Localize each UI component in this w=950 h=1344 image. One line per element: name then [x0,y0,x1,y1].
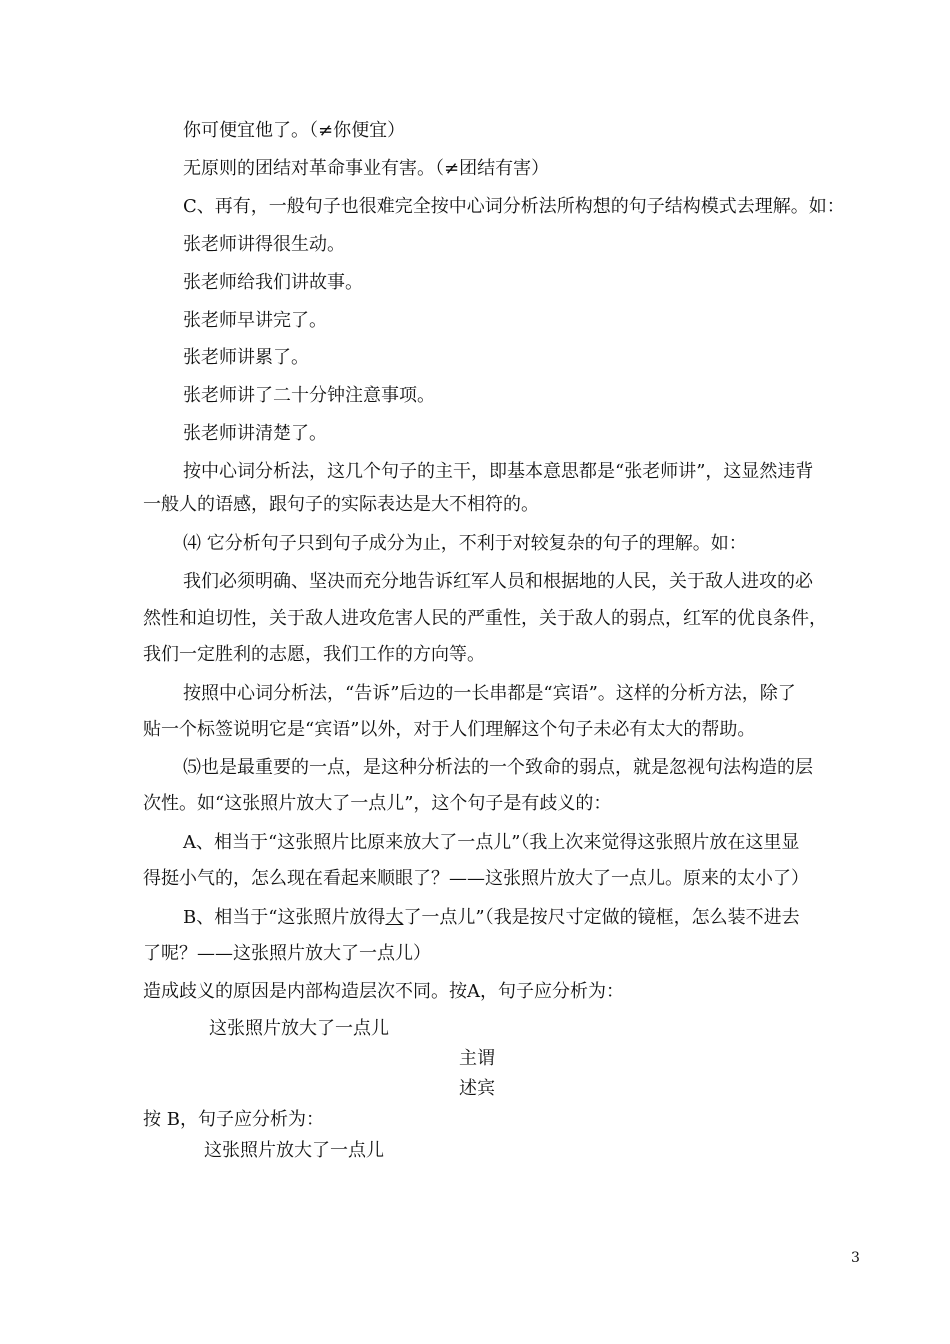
analysis-sentence: 这张照片放大了一点儿 [204,1140,384,1161]
paragraph-line: 一般人的语感，跟句子的实际表达是大不相符的。 [143,494,539,515]
underlined-word: 大 [385,907,404,928]
paragraph-line: ⑸也是最重要的一点，是这种分析法的一个致命的弱点，就是忽视句法构造的层 [183,757,813,778]
example-sentence: 张老师讲了二十分钟注意事项。 [183,385,435,406]
paragraph-line: 次性。如“这张照片放大了一点儿”，这个句子是有歧义的： [143,793,612,814]
paragraph-line: 按 B，句子应分析为： [143,1109,324,1130]
example-sentence: 张老师给我们讲故事。 [183,272,363,293]
paragraph-text: B、相当于“这张照片放得 [183,907,386,928]
paragraph-text: 了一点儿”（我是按尺寸定做的镜框，怎么装不进去 [403,907,800,928]
paragraph-line: C、再有，一般句子也很难完全按中心词分析法所构想的句子结构模式去理解。如： [183,196,845,217]
example-sentence: 张老师早讲完了。 [183,310,327,331]
paragraph-line: 贴一个标签说明它是“宾语”以外，对于人们理解这个句子未必有太大的帮助。 [143,719,756,740]
analysis-sentence: 这张照片放大了一点儿 [209,1018,389,1039]
paragraph-line: 了呢？——这张照片放大了一点儿） [143,943,431,964]
paragraph-line: 造成歧义的原因是内部构造层次不同。按A，句子应分析为： [143,981,624,1002]
analysis-label: 主谓 [459,1048,495,1069]
example-sentence: 张老师讲清楚了。 [183,423,327,444]
paragraph-line: 按中心词分析法，这几个句子的主干，即基本意思都是“张老师讲”，这显然违背 [183,461,814,482]
analysis-label: 述宾 [459,1078,495,1099]
page-number: 3 [851,1250,860,1266]
paragraph-line: ⑷ 它分析句子只到句子成分为止，不利于对较复杂的句子的理解。如： [183,533,747,554]
paragraph-line: 然性和迫切性，关于敌人进攻危害人民的严重性，关于敌人的弱点，红军的优良条件， [143,608,827,629]
paragraph-line: 我们一定胜利的志愿，我们工作的方向等。 [143,644,485,665]
example-sentence: 无原则的团结对革命事业有害。（≠团结有害） [183,158,550,179]
paragraph-line: A、相当于“这张照片比原来放大了一点儿”（我上次来觉得这张照片放在这里显 [183,832,800,853]
example-sentence: 张老师讲累了。 [183,347,309,368]
paragraph-line: 按照中心词分析法，“告诉”后边的一长串都是“宾语”。这样的分析方法，除了 [183,683,796,704]
example-sentence: 张老师讲得很生动。 [183,234,345,255]
paragraph-line [183,906,800,930]
paragraph-line: 得挺小气的，怎么现在看起来顺眼了？——这张照片放大了一点儿。原来的太小了） [143,868,809,889]
example-sentence: 你可便宜他了。（≠你便宜） [183,120,406,141]
paragraph-line: 我们必须明确、坚决而充分地告诉红军人员和根据地的人民，关于敌人进攻的必 [183,571,813,592]
